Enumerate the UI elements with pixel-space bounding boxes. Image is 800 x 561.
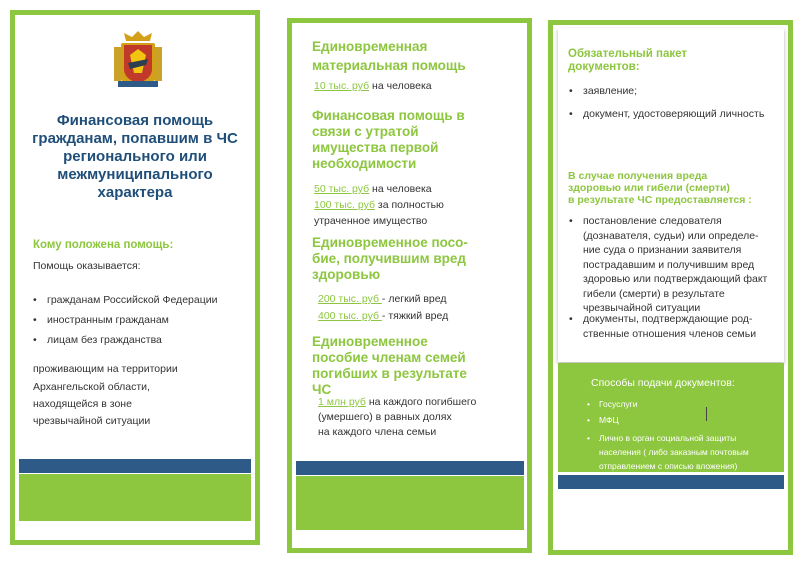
- group-item: • иностранным гражданам: [47, 314, 169, 326]
- submission-heading: Способы подачи документов:: [591, 377, 735, 389]
- heading-family-benefit: Единовременное: [312, 334, 428, 349]
- panel-right: [548, 20, 793, 555]
- package-item: • документ, удостоверяющий личность: [583, 107, 768, 122]
- amount-text: на каждого члена семьи: [318, 426, 437, 438]
- residence-line: проживающим на территории: [33, 363, 178, 375]
- submission-box: [558, 363, 784, 472]
- amount-line: [314, 80, 432, 92]
- amount-value: 1 млн руб: [318, 396, 366, 408]
- heading-property-loss: имущества первой: [312, 140, 439, 155]
- amount-value: 400 тыс. руб: [318, 310, 382, 322]
- amount-text: на человека: [369, 80, 432, 92]
- harm-heading: В случае получения вреда: [568, 170, 708, 182]
- text-cursor: [706, 407, 707, 421]
- heading-family-benefit: ЧС: [312, 382, 332, 397]
- heading-family-benefit: пособие членам семей: [312, 350, 466, 365]
- residence-line: чрезвычайной ситуации: [33, 415, 151, 427]
- heading-family-benefit: погибших в результате: [312, 366, 467, 381]
- panel-middle: [287, 18, 532, 553]
- heading-property-loss: необходимости: [312, 156, 417, 171]
- amount-line: [314, 183, 432, 195]
- heading-property-loss: Финансовая помощь в: [312, 108, 465, 123]
- page-title: Финансовая помощь гражданам, попавшим в ЧС регионального или межмуниципального характера: [32, 112, 238, 201]
- amount-line: [314, 199, 444, 211]
- heading-health-damage: здоровью: [312, 267, 381, 282]
- submission-item: • Госуслуги: [587, 399, 638, 409]
- heading-property-loss: связи с утратой: [312, 124, 419, 139]
- panel-left: [10, 10, 260, 545]
- amount-value: 200 тыс. руб: [318, 293, 382, 305]
- harm-heading: в результате ЧС предоставляется :: [568, 194, 752, 206]
- package-heading: Обязательный пакет: [568, 48, 687, 60]
- amount-value: 100 тыс. руб: [314, 199, 375, 211]
- amount-text: - легкий вред: [381, 293, 447, 305]
- harm-item: • документы, подтверждающие род-ственные отношения членов семьи: [583, 312, 773, 341]
- amount-text: (умершего) в равных долях: [318, 411, 452, 423]
- heading-health-damage: бие, получившим вред: [312, 251, 466, 266]
- amount-line: [318, 293, 447, 305]
- amount-line: [318, 396, 476, 408]
- heading-material-help: материальная помощь: [312, 58, 466, 73]
- heading-health-damage: Единовременное посо-: [312, 235, 468, 250]
- provided-intro: Помощь оказывается:: [33, 260, 141, 272]
- harm-item: • постановление следователя (дознавателя, судьи) или определе-ние суда о признании заявителя пострадавшим и получившим вред здоровью или подтверждающий факт гибели (смерти) в результате чрезвычайной ситуации: [583, 214, 773, 316]
- amount-text: на человека: [369, 183, 432, 195]
- blue-band: [296, 461, 524, 475]
- amount-value: 50 тыс. руб: [314, 183, 370, 195]
- group-item: • гражданам Российской Федерации: [47, 294, 217, 306]
- amount-text: - тяжкий вред: [381, 310, 449, 322]
- package-item: • заявление;: [583, 85, 637, 97]
- amount-line: [318, 310, 448, 322]
- submission-item-label: МФЦ: [599, 415, 619, 425]
- heading-material-help: Единовременная: [312, 39, 428, 54]
- submission-item: • Лично в орган социальной защиты населения ( либо заказным почтовым отправлением с описью вложения): [587, 433, 749, 471]
- package-heading: документов:: [568, 61, 640, 73]
- green-box: [296, 476, 524, 530]
- group-item: • лицам без гражданства: [47, 334, 162, 346]
- submission-item: • МФЦ: [587, 415, 619, 425]
- amount-text: на каждого погибшего: [365, 396, 477, 408]
- residence-line: Архангельской области,: [33, 381, 150, 393]
- submission-item-label: Лично в орган социальной защиты населения ( либо заказным почтовым отправлением с описью вложения): [599, 433, 749, 471]
- coat-of-arms-icon: [112, 29, 164, 91]
- harm-heading: здоровью или гибели (смерти): [568, 182, 730, 194]
- blue-band: [558, 475, 784, 489]
- blue-band: [19, 459, 251, 473]
- green-box: [19, 474, 251, 521]
- submission-item-label: Госуслуги: [599, 399, 638, 409]
- amount-text: за полностью: [374, 199, 444, 211]
- amount-text: утраченное имущество: [314, 215, 428, 227]
- who-heading: Кому положена помощь:: [33, 239, 174, 251]
- residence-line: находящейся в зоне: [33, 398, 132, 410]
- amount-value: 10 тыс. руб: [314, 80, 370, 92]
